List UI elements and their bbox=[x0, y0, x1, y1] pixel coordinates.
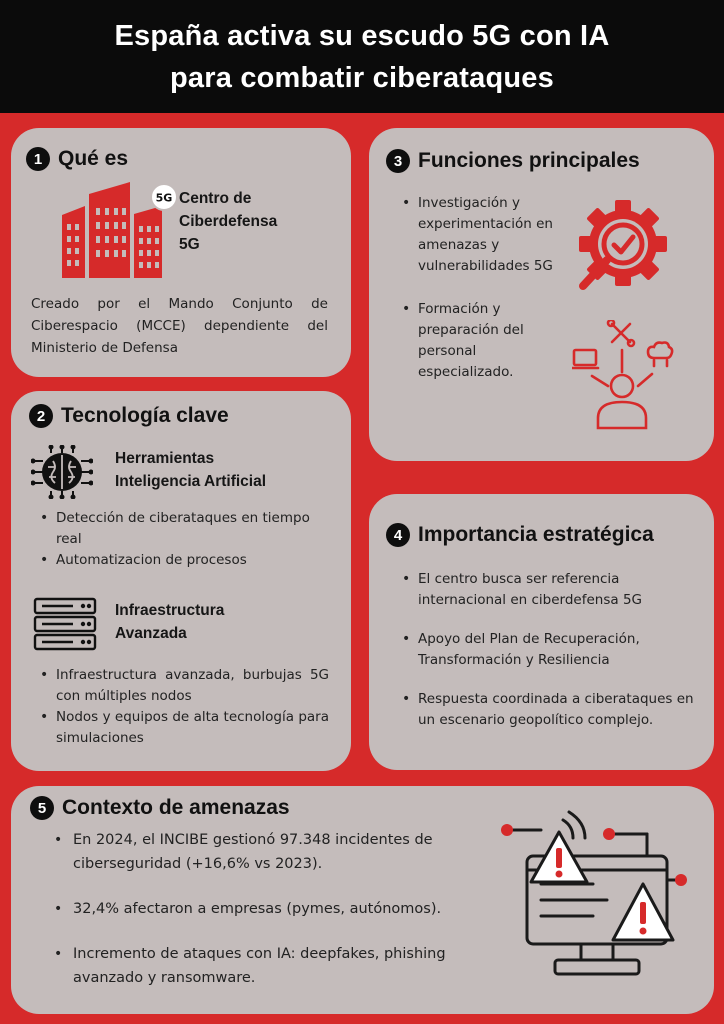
list-item: • Investigación y experimentación en amenazas y vulnerabilidades 5G bbox=[399, 193, 559, 277]
contexto-list bbox=[51, 828, 481, 1011]
building-icon bbox=[58, 180, 176, 280]
center-name-line-1: Centro de bbox=[179, 190, 252, 207]
importancia-list bbox=[399, 569, 705, 749]
title-line-1: España activa su escudo 5G con IA bbox=[114, 19, 610, 52]
ai-heading-line-2: Inteligencia Artificial bbox=[115, 473, 267, 490]
title-line-2: para combatir ciberataques bbox=[170, 61, 554, 94]
section-title-text: Tecnología clave bbox=[61, 404, 229, 427]
section-title-text: Importancia estratégica bbox=[418, 523, 654, 546]
section-title-que-es bbox=[26, 147, 128, 171]
card-que-es bbox=[11, 128, 351, 377]
ai-brain-icon bbox=[31, 445, 93, 499]
list-item: • Incremento de ataques con IA: deepfakes, phishing avanzado y ransomware. bbox=[51, 942, 481, 990]
section-title-text: Qué es bbox=[58, 147, 129, 170]
list-item: • Nodos y equipos de alta tecnología para simulaciones bbox=[37, 707, 329, 749]
trainee-skills-icon bbox=[572, 320, 674, 430]
section-title-tecnologia bbox=[29, 404, 229, 428]
list-item: • 32,4% afectaron a empresas (pymes, autónomos). bbox=[51, 897, 481, 921]
section-title-text: Funciones principales bbox=[418, 149, 640, 172]
card-importancia bbox=[369, 494, 714, 770]
list-item: • En 2024, el INCIBE gestionó 97.348 incidentes de ciberseguridad (+16,6% vs 2023). bbox=[51, 828, 481, 876]
monitor-alert-icon bbox=[497, 810, 693, 986]
section-number: 5 bbox=[30, 796, 54, 820]
ai-heading bbox=[115, 447, 266, 493]
center-name-line-3: 5G bbox=[179, 236, 200, 253]
que-es-description: Creado por el Mando Conjunto de Ciberespacio (MCCE) dependiente del Ministerio de Defensa bbox=[31, 296, 328, 356]
list-item: • Apoyo del Plan de Recuperación, Transformación y Resiliencia bbox=[399, 629, 705, 671]
page-title bbox=[115, 15, 610, 99]
list-item: • El centro busca ser referencia internacional en ciberdefensa 5G bbox=[399, 569, 705, 611]
card-contexto bbox=[11, 786, 714, 1014]
center-name-line-2: Ciberdefensa bbox=[179, 213, 278, 230]
card-funciones bbox=[369, 128, 714, 461]
section-number: 2 bbox=[29, 404, 53, 428]
list-item: • Infraestructura avanzada, burbujas 5G con múltiples nodos bbox=[37, 665, 329, 707]
badge-5g: 5G bbox=[155, 191, 173, 205]
section-number: 3 bbox=[386, 149, 410, 173]
section-title-funciones bbox=[386, 149, 640, 173]
ai-list bbox=[37, 508, 327, 571]
section-title-contexto bbox=[30, 796, 290, 820]
gear-check-magnifier-icon bbox=[571, 194, 675, 298]
center-name bbox=[179, 187, 277, 256]
infra-heading-line-1: Infraestructura bbox=[115, 602, 225, 619]
section-title-importancia bbox=[386, 523, 654, 547]
section-title-text: Contexto de amenazas bbox=[62, 796, 290, 819]
header-banner bbox=[0, 0, 724, 113]
section-number: 1 bbox=[26, 147, 50, 171]
list-item: • Detección de ciberataques en tiempo real bbox=[37, 508, 327, 550]
card-tecnologia bbox=[11, 391, 351, 771]
list-item: • Formación y preparación del personal especializado. bbox=[399, 299, 559, 383]
infra-list bbox=[37, 665, 329, 749]
infra-heading-line-2: Avanzada bbox=[115, 625, 187, 642]
list-item: • Respuesta coordinada a ciberataques en un escenario geopolítico complejo. bbox=[399, 689, 705, 731]
infra-heading bbox=[115, 599, 224, 645]
server-icon bbox=[33, 597, 97, 651]
ai-heading-line-1: Herramientas bbox=[115, 450, 215, 467]
list-item: • Automatizacion de procesos bbox=[37, 550, 327, 571]
section-number: 4 bbox=[386, 523, 410, 547]
funciones-list bbox=[399, 193, 559, 383]
